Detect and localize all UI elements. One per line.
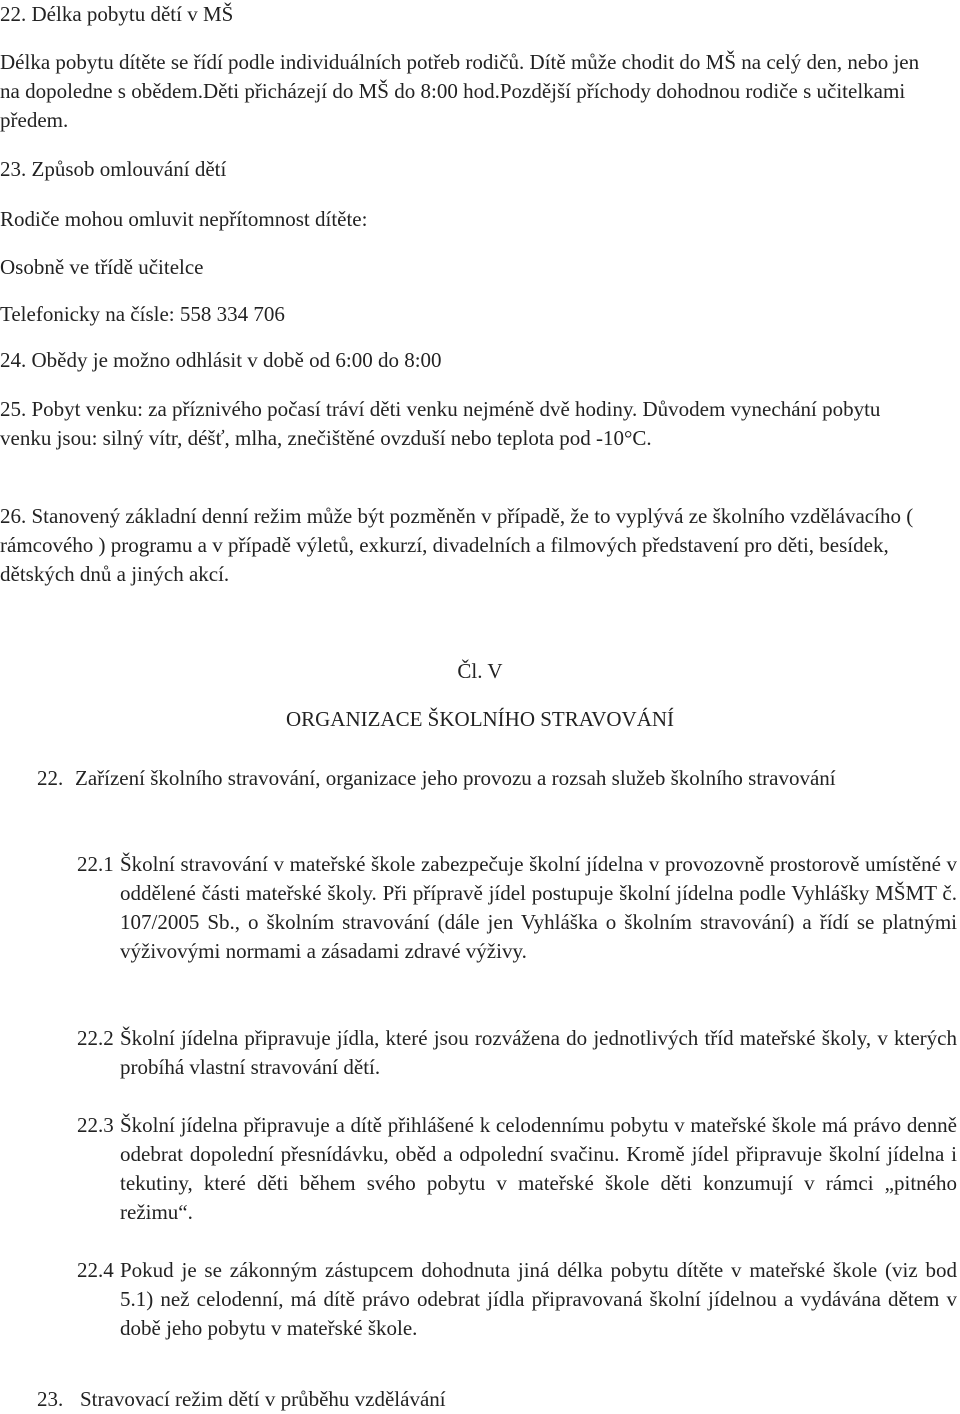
section-23-line-3: Telefonicky na čísle: 558 334 706 [0, 302, 285, 326]
clause-22-1-number: 22.1 [77, 852, 114, 876]
clause-23-text: Stravovací režim dětí v průběhu vzdělávání [80, 1387, 446, 1411]
section-23-heading: 23. Způsob omlouvání dětí [0, 157, 227, 181]
clause-22-number: 22. [37, 766, 64, 790]
clause-22-2-text: Školní jídelna připravuje jídla, které jsou rozvážena do jednotlivých tříd mateřské školy, v kterých probíhá vlastní stravování dětí. [120, 1026, 957, 1079]
section-25: 25. Pobyt venku: za příznivého počasí tráví děti venku nejméně dvě hodiny. Důvodem vynechání pobytu venku jsou: silný vítr, déšť, mlha, znečištěné ovzduší nebo teplota pod -10°C. [0, 397, 881, 450]
clause-22-4-number: 22.4 [77, 1258, 114, 1282]
clause-23-number: 23. [37, 1387, 64, 1411]
section-26: 26. Stanovený základní denní režim může být pozměněn v případě, že to vyplývá ze školního vzdělávacího ( rámcového ) programu a v případě výletů, exkurzí, divadelních a filmových představení pro děti, besídek, dětských dnů a jiných akcí. [0, 504, 914, 586]
section-23-line-1: Rodiče mohou omluvit nepřítomnost dítěte: [0, 207, 368, 231]
clause-22-1-text: Školní stravování v mateřské škole zabezpečuje školní jídelna v provozovně prostorově umístěné v oddělené části mateřské školy. Při přípravě jídel postupuje školní jídelna podle Vyhlášky MŠMT č. 107/2005 Sb., o školním stravování (dále jen Vyhláška o školním stravování) a řídí se platnými výživovými normami a zásadami zdravé výživy. [120, 852, 957, 963]
clause-22-3-number: 22.3 [77, 1113, 114, 1137]
section-22-heading: 22. Délka pobytu dětí v MŠ [0, 2, 234, 26]
section-22-body: Délka pobytu dítěte se řídí podle individuálních potřeb rodičů. Dítě může chodit do MŠ na celý den, nebo jen na dopoledne s obědem.Děti přicházejí do MŠ do 8:00 hod.Pozdější příchody dohodnou rodiče s učitelkami předem. [0, 50, 920, 132]
clause-22-4-text: Pokud je se zákonným zástupcem dohodnuta jiná délka pobytu dítěte v mateřské škole (viz bod 5.1) než celodenní, má dítě právo odebrat jídla připravovaná školní jídelnou a vydávána dětem v době jeho pobytu v mateřské škole. [120, 1258, 957, 1340]
chapter-number: Čl. V [457, 659, 503, 683]
chapter-title: ORGANIZACE ŠKOLNÍHO STRAVOVÁNÍ [285, 707, 675, 731]
clause-22-2-number: 22.2 [77, 1026, 114, 1050]
clause-22-text: Zařízení školního stravování, organizace jeho provozu a rozsah služeb školního stravování [75, 766, 836, 790]
section-23-line-2: Osobně ve třídě učitelce [0, 255, 204, 279]
section-24: 24. Obědy je možno odhlásit v době od 6:00 do 8:00 [0, 348, 442, 372]
clause-22-3-text: Školní jídelna připravuje a dítě přihlášené k celodennímu pobytu v mateřské škole má právo denně odebrat dopolední přesnídávku, oběd a odpolední svačinu. Kromě jídel připravuje školní jídelna i tekutiny, které děti během svého pobytu v mateřské škole děti konzumují v rámci „pitného režimu“. [120, 1113, 957, 1224]
